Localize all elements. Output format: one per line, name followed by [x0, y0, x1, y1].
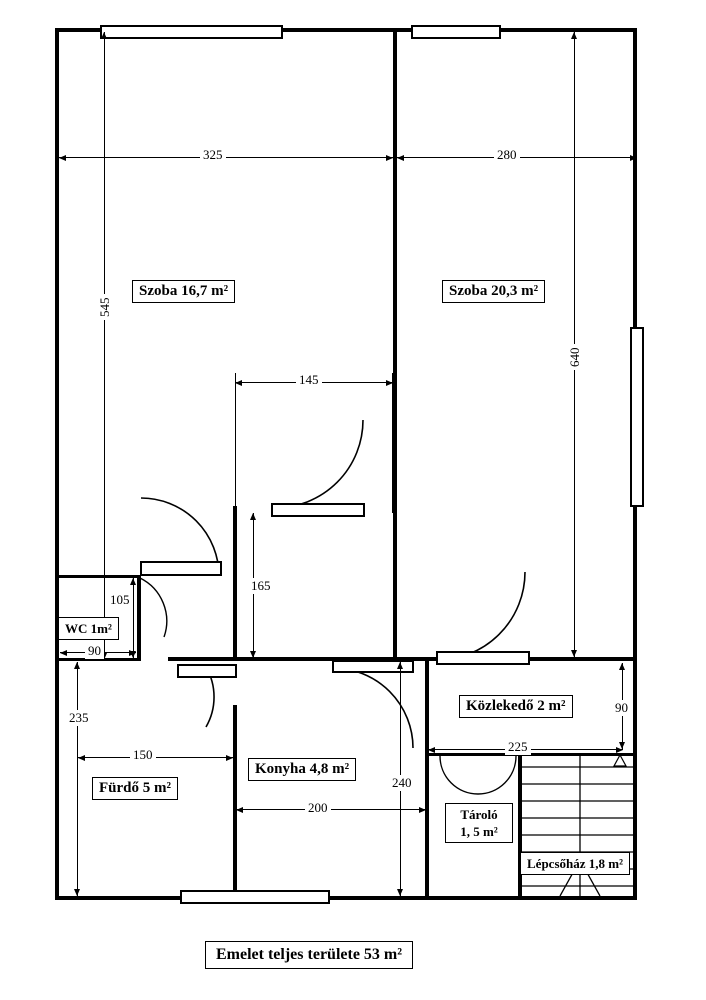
dim-200: 200	[305, 800, 331, 816]
dim-545: 545	[97, 295, 113, 321]
arrow-280-left	[397, 155, 404, 161]
room-label-tarolo-line2: 1, 5 m²	[460, 824, 498, 839]
dimline-200	[236, 809, 426, 810]
wall-corridor-top	[168, 657, 637, 661]
dim-280: 280	[494, 147, 520, 163]
arrow-325-right	[386, 155, 393, 161]
arrow-150-right	[226, 755, 233, 761]
arrow-90a-left	[60, 650, 67, 656]
wall-storage-top	[425, 753, 637, 756]
arrow-225-left	[428, 747, 435, 753]
arrow-90b-down	[619, 742, 625, 749]
dim-235: 235	[66, 710, 92, 726]
room-label-furdo: Fürdő 5 m²	[92, 777, 178, 800]
arrow-640-down	[571, 650, 577, 657]
arrow-90b-up	[619, 663, 625, 670]
wall-wc-top	[55, 575, 141, 578]
arrow-240-down	[397, 889, 403, 896]
arrow-545-up	[101, 32, 107, 39]
arrow-165-down	[250, 651, 256, 658]
dimline-545	[104, 32, 105, 660]
dim-240: 240	[389, 775, 415, 791]
room-label-tarolo	[445, 803, 513, 843]
window-bottom	[180, 890, 330, 904]
total-area-label: Emelet teljes területe 53 m²	[205, 941, 413, 969]
dim-325: 325	[200, 147, 226, 163]
wall-partition-rooms	[393, 28, 397, 660]
window-top-right	[411, 25, 501, 39]
room-label-szoba-1: Szoba 16,7 m²	[132, 280, 235, 303]
dimline-150	[78, 757, 233, 758]
dim-90a: 90	[85, 643, 104, 659]
room-label-konyha: Konyha 4,8 m²	[248, 758, 356, 781]
dimline-235	[77, 662, 78, 896]
dimline-145-tick-right	[392, 373, 393, 513]
arrow-105-up	[130, 578, 136, 585]
wall-exterior-bottom	[55, 896, 637, 900]
arrow-240-up	[397, 662, 403, 669]
dimline-145-tick-left	[235, 373, 236, 508]
arrow-325-left	[59, 155, 66, 161]
dim-105: 105	[107, 592, 133, 608]
arrow-165-up	[250, 513, 256, 520]
dim-165: 165	[248, 578, 274, 594]
wall-hall-vertical	[233, 506, 237, 661]
dimline-105	[133, 578, 134, 658]
dim-150: 150	[130, 747, 156, 763]
arrow-200-right	[419, 807, 426, 813]
dim-225: 225	[505, 739, 531, 755]
dim-640: 640	[567, 345, 583, 371]
arrow-145-right	[386, 380, 393, 386]
arrow-235-down	[74, 889, 80, 896]
arrow-145-left	[235, 380, 242, 386]
room-label-wc: WC 1m²	[58, 617, 119, 640]
dim-145: 145	[296, 372, 322, 388]
room-label-szoba-2: Szoba 20,3 m²	[442, 280, 545, 303]
wall-kitchen-left	[233, 705, 237, 896]
wall-kitchen-right	[425, 660, 429, 896]
arrow-280-right	[630, 155, 637, 161]
window-right	[630, 327, 644, 507]
arrow-235-up	[74, 662, 80, 669]
dimline-325	[59, 157, 393, 158]
wall-wc-right	[137, 575, 141, 661]
room-label-kozlekedo: Közlekedő 2 m²	[459, 695, 573, 718]
room-label-lepcsohaz: Lépcsőház 1,8 m²	[520, 852, 630, 875]
dim-90b: 90	[612, 700, 631, 716]
arrow-90a-right	[129, 650, 136, 656]
arrow-150-left	[78, 755, 85, 761]
room-label-tarolo-line1: Tároló	[460, 807, 498, 822]
window-top-left	[100, 25, 283, 39]
arrow-200-left	[236, 807, 243, 813]
arrow-640-up	[571, 32, 577, 39]
